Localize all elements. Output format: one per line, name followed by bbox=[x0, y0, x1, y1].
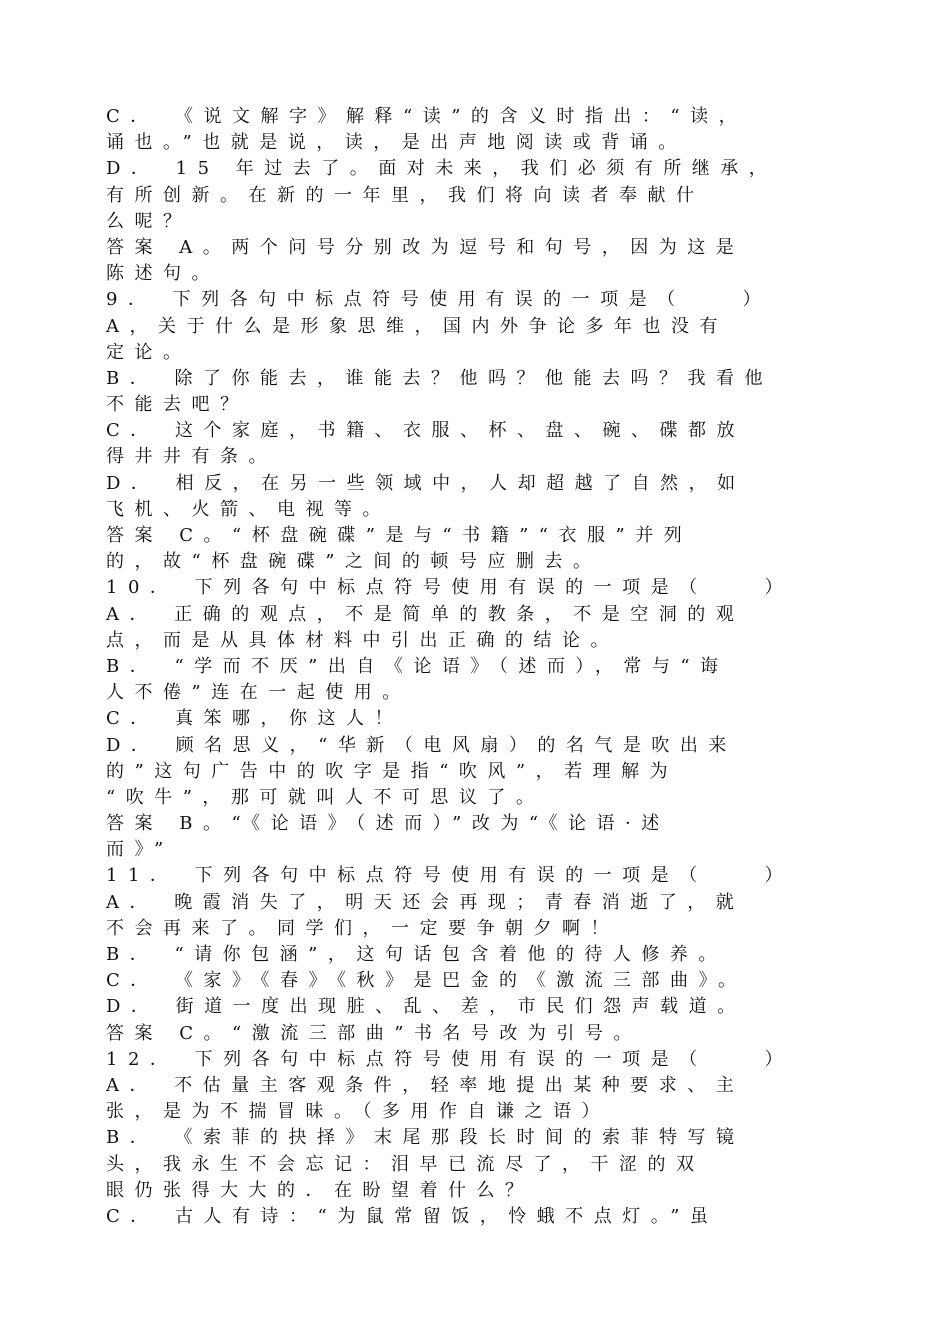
answer-line: 的，故“杯盘碗碟”之间的顿号应删去。 bbox=[106, 551, 602, 573]
text-line: A． 晚霞消失了，明天还会再现；青春消逝了，就 bbox=[106, 891, 745, 913]
text-line: D． 顾名思义，“华新（电风扇）的名气是吹出来 bbox=[106, 734, 737, 756]
text-line: 张，是为不揣冒昧。（多用作自谦之语） bbox=[106, 1101, 610, 1123]
text-line: 眼仍张得大大的．在盼望着什么？ bbox=[106, 1179, 534, 1201]
text-line: 有所创新。在新的一年里，我们将向读者奉献什 bbox=[106, 184, 705, 206]
question-heading: 11． 下列各句中标点符号使用有误的一项是（ ） bbox=[106, 865, 794, 887]
answer-line: 答案 A。两个问号分别改为逗号和句号，因为这是 bbox=[106, 236, 745, 258]
text-line: B． 除了你能去，谁能去？他吗？他能去吗？我看他 bbox=[106, 367, 773, 389]
answer-line: 答案 B。“《论语》（述而）”改为“《论语·述 bbox=[106, 813, 670, 835]
text-line: 得井井有条。 bbox=[106, 446, 277, 468]
text-line: B． “学而不厌”出自《论语》（述而），常与“诲 bbox=[106, 655, 729, 677]
text-line: 诵也。”也就是说，读，是出声地阅读或背诵。 bbox=[106, 132, 687, 154]
text-line: 人不倦”连在一起使用。 bbox=[106, 682, 411, 704]
question-heading: 10． 下列各句中标点符号使用有误的一项是（ ） bbox=[106, 577, 794, 599]
text-line: A． 不估量主客观条件，轻率地提出某种要求、主 bbox=[106, 1074, 745, 1096]
text-line: C． 这个家庭，书籍、衣服、杯、盘、碗、碟都放 bbox=[106, 420, 745, 442]
answer-line: 陈述句。 bbox=[106, 263, 220, 285]
text-line: A． 正确的观点，不是简单的教条，不是空洞的观 bbox=[106, 603, 745, 625]
text-line: B． “请你包涵”，这句话包含着他的待人修养。 bbox=[106, 944, 727, 965]
text-line: C． 真笨哪，你这人！ bbox=[106, 708, 403, 730]
text-line: D． 街道一度出现脏、乱、差，市民们怨声载道。 bbox=[106, 996, 746, 1018]
answer-line: 答案 C。“激流三部曲”书名号改为引号。 bbox=[106, 1022, 642, 1044]
question-heading: 9． 下列各句中标点符号使用有误的一项是（ ） bbox=[106, 289, 772, 311]
text-line: C． 《说文解字》解释“读”的含义时指出：“读， bbox=[106, 106, 748, 127]
text-line: 么呢？ bbox=[106, 210, 192, 232]
text-line: C． 《家》《春》《秋》是巴金的《激流三部曲》。 bbox=[106, 970, 747, 992]
text-line: 的”这句广告中的吹字是指“吹风”，若理解为 bbox=[106, 760, 679, 782]
answer-line: 答案 C。“杯盘碗碟”是与“书籍”“衣服”并列 bbox=[106, 525, 693, 546]
question-heading: 12． 下列各句中标点符号使用有误的一项是（ ） bbox=[106, 1048, 794, 1070]
answer-line: 而》” bbox=[106, 839, 174, 861]
text-line: 飞机、火箭、电视等。 bbox=[106, 498, 391, 520]
text-line: “吹牛”，那可就叫人不可思议了。 bbox=[106, 786, 545, 808]
text-line: D． 15 年过去了。面对未来，我们必须有所继承， bbox=[106, 158, 778, 180]
text-line: 不会再来了。同学们，一定要争朝夕啊！ bbox=[106, 917, 619, 939]
text-line: B． 《索菲的抉择》末尾那段长时间的索菲特写镜 bbox=[106, 1127, 745, 1149]
text-line: 定论。 bbox=[106, 341, 192, 363]
document-page bbox=[106, 104, 846, 1230]
text-line: D． 相反，在另一些领域中，人却超越了自然，如 bbox=[106, 472, 746, 494]
text-line: 头，我永生不会忘记：泪早已流尽了，干涩的双 bbox=[106, 1153, 705, 1175]
text-line: C． 古人有诗：“为鼠常留饭，怜蛾不点灯。”虽 bbox=[106, 1205, 719, 1227]
text-line: 不能去吧？ bbox=[106, 394, 249, 416]
text-line: A，关于什么是形象思维，国内外争论多年也没有 bbox=[106, 315, 728, 337]
text-line: 点，而是从具体材料中引出正确的结论。 bbox=[106, 629, 619, 651]
